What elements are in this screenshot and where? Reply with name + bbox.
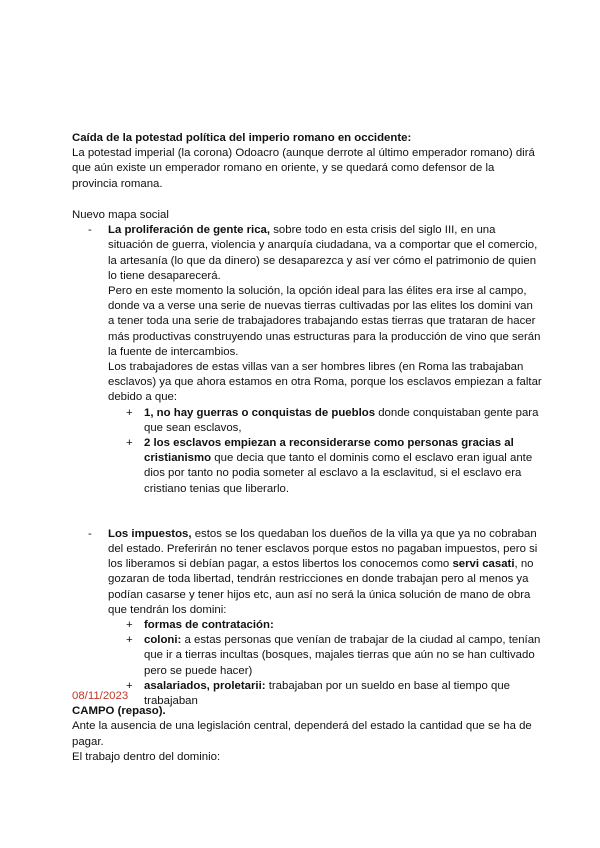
section-title: Caída de la potestad política del imperio romano en occidente: <box>72 132 412 144</box>
bold-term: formas de contratación: <box>144 619 274 632</box>
section-campo <box>72 689 542 765</box>
paragraph: El trabajo dentro del dominio: <box>72 750 221 763</box>
spacer <box>72 497 542 512</box>
bold-term: 2 los esclavos empiezan a reconsiderarse como personas gracias al cristianismo <box>144 437 514 465</box>
plus-bullet: + <box>126 679 133 692</box>
section-social-map <box>72 208 542 709</box>
list-item-text <box>108 527 542 618</box>
text: donde conquistaban gente para que sean esclavos, <box>144 406 539 434</box>
paragraph: Ante la ausencia de una legislación central, dependerá del estado la cantidad que se ha de pagar. <box>72 720 532 748</box>
section-heading: Nuevo mapa social <box>72 209 169 221</box>
bold-term: La proliferación de gente rica, <box>108 224 271 237</box>
sub-list-text <box>144 406 542 436</box>
sub-list-item <box>72 618 542 633</box>
paragraph: Pero en este momento la solución, la opción ideal para las élites era irse al campo, donde va a verse una serie de nuevas tierras cultivadas por las elites los domini van a tener toda una serie de trabajadores trabajando estas tierras que trataran de hacer más productivas construyendo unas estructuras para la producción de vino que serán la fuente de intercambios. <box>108 285 541 358</box>
sub-list-text <box>144 618 542 633</box>
text: estos se los quedaban los dueños de la villa ya que ya no cobraban del estado. Preferirán no tener esclavos porque estos no pagaban impuestos, pero si los liberamos si debían pagar, a estos libertos los conocemos como <box>108 527 538 571</box>
dash-bullet: - <box>88 224 92 237</box>
list-item <box>72 527 542 618</box>
bold-term: servi casati <box>452 558 515 571</box>
paragraph: Los trabajadores de estas villas van a ser hombres libres (en Roma las trabajaban esclavos) ya que ahora estamos en otra Roma, porque los esclavos empiezan a faltar debido a que: <box>108 361 542 404</box>
plus-bullet: + <box>126 406 133 419</box>
bold-term: Los impuestos, <box>108 527 192 540</box>
paragraph: La potestad imperial (la corona) Odoacro (aunque derrote al último emperador romano) dirá que aún existe un emperador romano en oriente, y se quedará como defensor de la provincia romana. <box>72 147 535 190</box>
dash-bullet: - <box>88 527 92 540</box>
list-item-text <box>108 223 542 284</box>
sub-list-item <box>72 633 542 679</box>
text: , no gozaran de toda libertad, tendrán restricciones en donde trabajan pero al menos ya podían casarse y tener hijos etc, aun así no será la única solución de mano de obra que tendrán los domini: <box>108 558 534 616</box>
sub-list-text <box>144 436 542 497</box>
bold-term: coloni: <box>144 634 182 647</box>
sub-list-item <box>72 436 542 497</box>
sub-list-text <box>144 633 542 679</box>
section-roman-power <box>72 131 542 192</box>
text: trabajaban por un sueldo en base al tiempo que trabajaban <box>144 679 511 708</box>
section-title: CAMPO (repaso). <box>72 705 166 718</box>
text: que decia que tanto el dominis como el esclavo eran igual ante dios por tanto no podia someter al esclavo a la esclavitud, si el esclavo era cristiano tenias que liberarlo. <box>144 452 533 495</box>
list-item <box>72 223 542 405</box>
date-label: 08/11/2023 <box>72 690 129 702</box>
text: a estas personas que venían de trabajar de la ciudad al campo, tenían que ir a tierras incultas (bosques, majales tierras que aún no se han cultivado pero se puede hacer) <box>144 634 541 677</box>
plus-bullet: + <box>126 437 133 450</box>
bold-term: asalariados, proletarii: <box>144 679 266 692</box>
bold-term: 1, no hay guerras o conquistas de pueblos <box>144 406 376 419</box>
text: sobre todo en esta crisis del siglo III, en una situación de guerra, violencia y anarquía ciudadana, va a comportar que el comercio, la artesanía (lo que da dinero) se desaparezca y así ver cómo el patrimonio de quien lo tiene desaparecerá. <box>108 224 538 282</box>
plus-bullet: + <box>126 619 133 632</box>
spacer <box>72 512 542 527</box>
plus-bullet: + <box>126 634 133 647</box>
sub-list-item <box>72 406 542 436</box>
